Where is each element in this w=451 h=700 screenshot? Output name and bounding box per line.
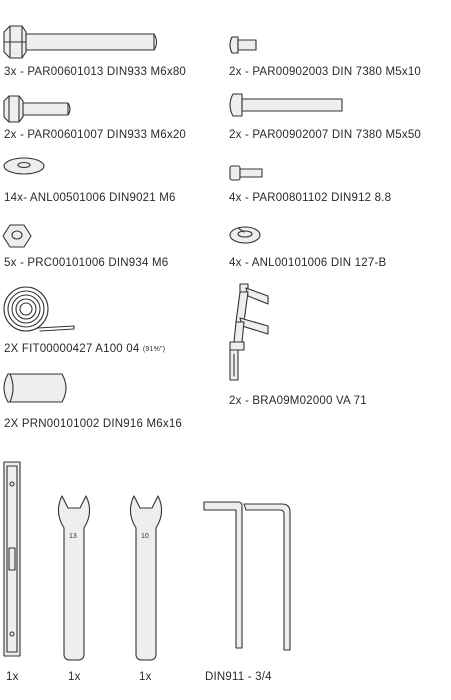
part-label-9: 2X FIT00000427 A100 04 (91%") — [4, 343, 166, 355]
set-screw-icon — [2, 370, 72, 406]
part-label-8: 4x - ANL00101006 DIN 127-B — [229, 257, 387, 269]
hex-bolt-short-icon — [2, 94, 72, 124]
part-label-11: 2X PRN00101002 DIN916 M6x16 — [4, 418, 183, 430]
tool-label-hex-keys: DIN911 - 3/4 — [205, 671, 272, 683]
part-label-10: 2x - BRA09M02000 VA 71 — [229, 395, 367, 407]
part-label-7: 5x - PRC00101006 DIN934 M6 — [4, 257, 169, 269]
flat-washer-icon — [2, 156, 48, 176]
tape-roll-icon — [2, 284, 78, 334]
hex-key-icon — [200, 498, 300, 654]
socket-cap-screw-icon — [228, 164, 268, 182]
part-label-6: 4x - PAR00801102 DIN912 8.8 — [229, 192, 392, 204]
wrench-icon — [128, 494, 168, 664]
part-label-5: 14x- ANL00501006 DIN9021 M6 — [4, 192, 176, 204]
tool-label-wrench-13: 1x — [68, 671, 81, 683]
part-label-1: 3x - PAR00601013 DIN933 M6x80 — [4, 66, 187, 78]
spirit-level-icon — [2, 460, 24, 660]
button-screw-long-icon — [228, 92, 348, 118]
part-label-4: 2x - PAR00902007 DIN 7380 M5x50 — [229, 129, 422, 141]
part-label-2: 2x - PAR00902003 DIN 7380 M5x10 — [229, 66, 422, 78]
wrench-size-10: 10 — [141, 533, 149, 540]
part-label-9-note: (91%") — [142, 346, 166, 353]
part-label-3: 2x - PAR00601007 DIN933 M6x20 — [4, 129, 187, 141]
button-screw-short-icon — [228, 35, 262, 55]
hex-bolt-long-icon — [2, 24, 162, 60]
tool-label-wrench-10: 1x — [139, 671, 152, 683]
hex-nut-icon — [2, 222, 32, 250]
spring-washer-icon — [228, 222, 264, 246]
tool-label-level: 1x — [6, 671, 19, 683]
wrench-size-13: 13 — [69, 533, 77, 540]
wrench-icon — [56, 494, 96, 664]
bracket-icon — [222, 282, 274, 384]
